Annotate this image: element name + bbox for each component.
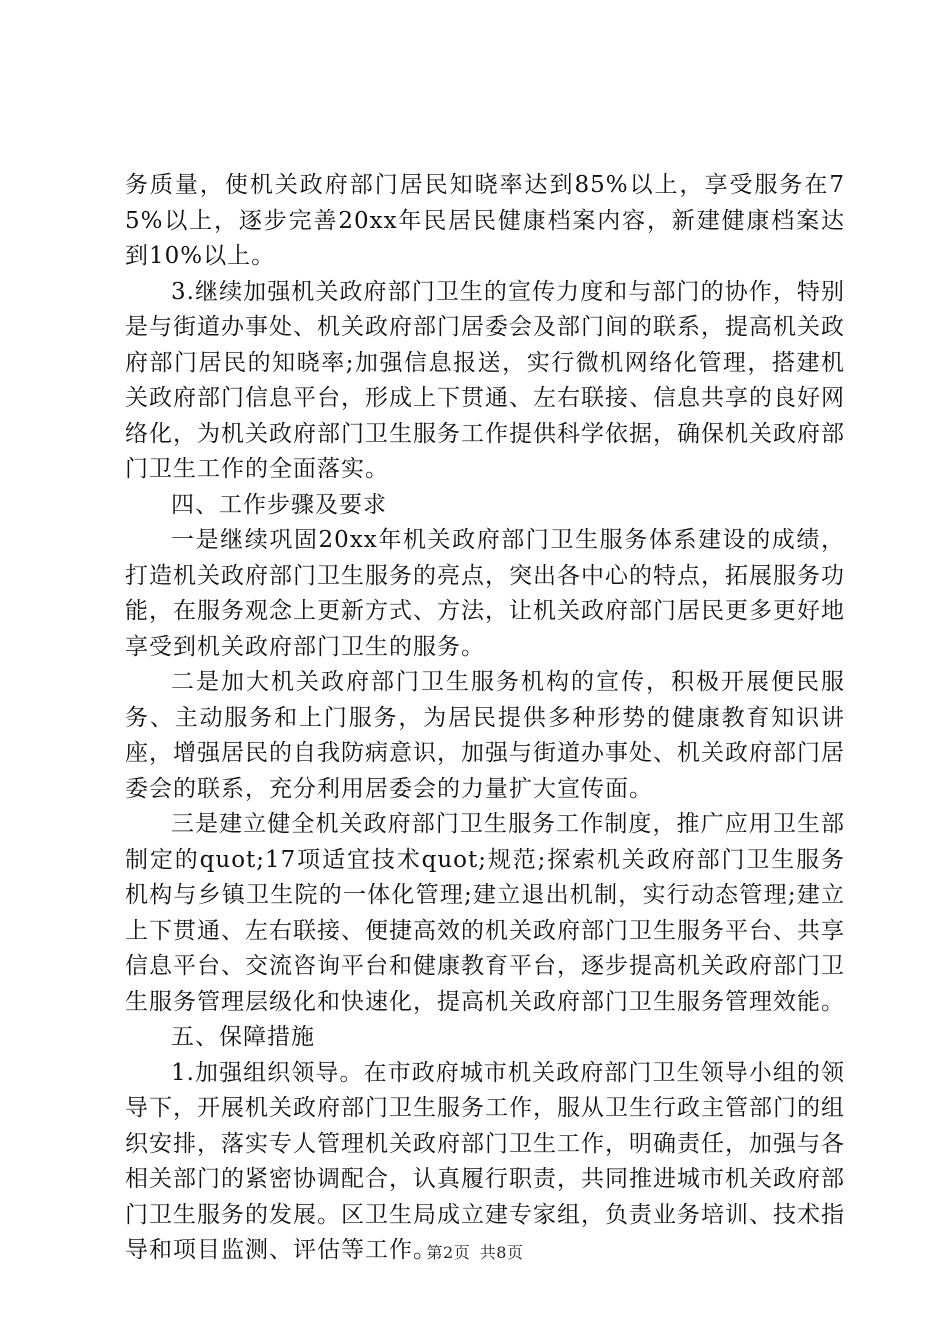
section-heading-4: 四、工作步骤及要求 (171, 491, 387, 518)
page-total: 共8页 (479, 1243, 524, 1262)
paragraph-step-2: 二是加大机关政府部门卫生服务机构的宣传，积极开展便民服务、主动服务和上门服务，为居民提供多种形势的健康教育知识讲座，增强居民的自我防病意识，加强与街道办事处、机关政府部门居委会的联系，充分利用居委会的力量扩大宣传面。 (125, 669, 845, 802)
document-body (125, 168, 845, 1269)
paragraph-item-3: 3.继续加强机关政府部门卫生的宣传力度和与部门的协作，特别是与街道办事处、机关政府部门居委会及部门间的联系，提高机关政府部门居民的知晓率;加强信息报送，实行微机网络化管理，搭建机关政府部门信息平台，形成上下贯通、左右联接、信息共享的良好网络化，为机关政府部门卫生服务工作提供科学依据，确保机关政府部门卫生工作的全面落实。 (125, 278, 845, 482)
paragraph-step-3: 三是建立健全机关政府部门卫生服务工作制度，推广应用卫生部制定的quot;17项适宜技术quot;规范;探索机关政府部门卫生服务机构与乡镇卫生院的一体化管理;建立退出机制，实行动态管理;建立上下贯通、左右联接、便捷高效的机关政府部门卫生服务平台、共享信息平台、交流咨询平台和健康教育平台，逐步提高机关政府部门卫生服务管理层级化和快速化，提高机关政府部门卫生服务管理效能。 (125, 811, 845, 1015)
paragraph-measure-1: 1.加强组织领导。在市政府城市机关政府部门卫生领导小组的领导下，开展机关政府部门卫生服务工作，服从卫生行政主管部门的组织安排，落实专人管理机关政府部门卫生工作，明确责任，加强与各相关部门的紧密协调配合，认真履行职责，共同推进城市机关政府部门卫生服务的发展。区卫生局成立建专家组，负责业务培训、技术指导和项目监测、评估等工作。 (125, 1059, 845, 1263)
paragraph-continuation: 务质量，使机关政府部门居民知晓率达到85%以上，享受服务在75%以上，逐步完善20xx年民居民健康档案内容，新建健康档案达到10%以上。 (125, 172, 845, 269)
paragraph-step-1: 一是继续巩固20xx年机关政府部门卫生服务体系建设的成绩，打造机关政府部门卫生服务的亮点，突出各中心的特点，拓展服务功能，在服务观念上更新方式、方法，让机关政府部门居民更多更好地享受到机关政府部门卫生的服务。 (125, 527, 845, 660)
page-number: 第2页 (426, 1243, 471, 1262)
page-footer (0, 1240, 950, 1263)
section-heading-5: 五、保障措施 (171, 1024, 315, 1050)
